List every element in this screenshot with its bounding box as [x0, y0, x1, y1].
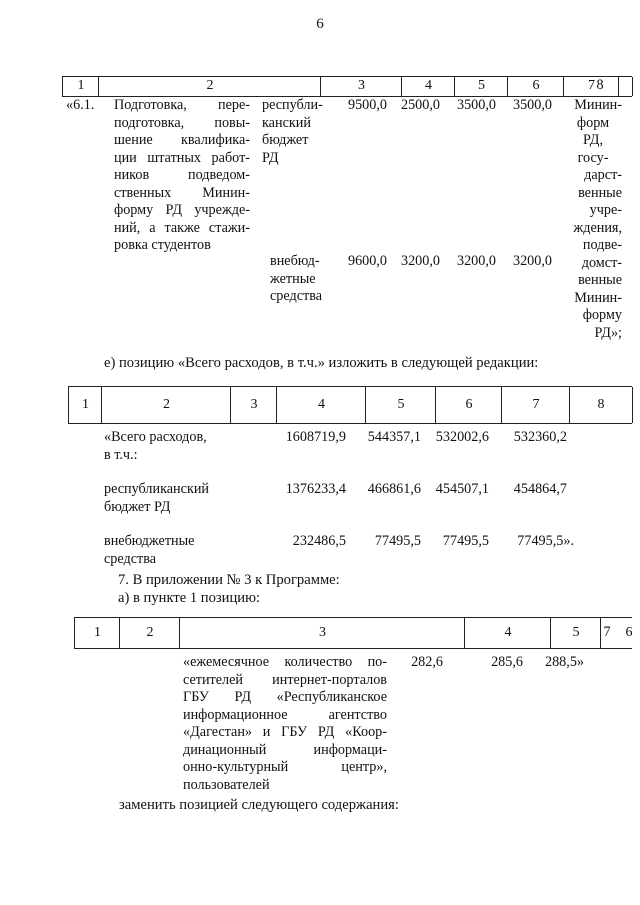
- table3-header-col-5: 5: [550, 618, 601, 648]
- table3-description-line: онно-культурный центр»,: [183, 759, 387, 775]
- table2-header-col-5: 5: [365, 387, 436, 423]
- table1-executor-line: Минин-: [574, 97, 622, 113]
- table1-header-col-6: 6: [507, 77, 564, 96]
- table1-source-line: РД: [262, 149, 279, 166]
- table1-description-line: ственных Минин-: [114, 184, 250, 201]
- table1-executor-line: учре-: [589, 202, 622, 218]
- table2-label-line: в т.ч.:: [104, 446, 138, 463]
- table2-header-col-2: 2: [101, 387, 231, 423]
- paragraph-a: а) в пункте 1 позицию:: [118, 590, 261, 606]
- table2-value-r1-c6: 532002,6: [435, 429, 489, 445]
- table3-header-col-2: 2: [119, 618, 180, 648]
- table2-value-r3-c6: 77495,5: [442, 533, 489, 549]
- table2-label-line: бюджет РД: [104, 498, 171, 515]
- table2-value-r2-c6: 454507,1: [435, 481, 489, 497]
- table1-value-r1-c6: 3500,0: [456, 97, 496, 113]
- table2-label-line: «Всего расходов,: [104, 429, 207, 445]
- table1-header-col-7: 7: [563, 77, 619, 96]
- table2-value-r3-c5: 77495,5: [374, 533, 421, 549]
- table1-description-line: подготовка, повы-: [114, 114, 250, 131]
- table1-executor-line: форм: [576, 114, 610, 131]
- table1-value-r1-c7: 3500,0: [512, 97, 552, 113]
- table1-source-line: бюджет: [262, 132, 309, 148]
- table1-row-number: «6.1.: [66, 97, 95, 113]
- table2-value-r1-c5: 544357,1: [367, 429, 421, 445]
- table3-description-line: ГБУ РД «Республиканское: [183, 689, 387, 705]
- table1-executor-line: венные: [578, 272, 622, 288]
- table1-value-r1-c5: 2500,0: [400, 97, 440, 113]
- table1-source-line: республи-: [262, 97, 323, 113]
- table3-description-line: информационное агентство: [183, 706, 387, 723]
- table1-source-line: жетные: [270, 270, 316, 287]
- table3-header-col-3: 3: [179, 618, 465, 648]
- table2-header-col-6: 6: [435, 387, 502, 423]
- table1-executor-line: подве-: [582, 237, 622, 253]
- table1-value-r2-c7: 3200,0: [512, 253, 552, 269]
- table1-header: [62, 76, 632, 97]
- table3-value-c4: 282,6: [411, 654, 443, 670]
- table3-description-line: «Дагестан» и ГБУ РД «Коор-: [183, 724, 387, 740]
- paragraph-e: е) позицию «Всего расходов, в т.ч.» изложить в следующей редакции:: [104, 355, 539, 371]
- table1-description-line: шение квалифика-: [114, 132, 250, 148]
- page-number: 6: [316, 16, 324, 32]
- table2-header-col-7: 7: [501, 387, 570, 423]
- table1-header-col-5: 5: [454, 77, 508, 96]
- table3-value-c6: 288,5»: [544, 654, 584, 670]
- table2-value-r1-c7: 532360,2: [513, 429, 567, 445]
- table1-description-line: ников подведом-: [114, 167, 250, 183]
- table1-source-line: канский: [262, 114, 311, 131]
- table1-description-line: форму РД учрежде-: [114, 202, 250, 218]
- table1-value-r2-c5: 3200,0: [400, 253, 440, 269]
- table3-header-col-4: 4: [464, 618, 551, 648]
- table1-description: [114, 97, 250, 255]
- table2-value-r1-c4: 1608719,9: [285, 429, 346, 445]
- table2-value-r2-c4: 1376233,4: [285, 481, 346, 497]
- table1-executor-line: домст-: [581, 254, 622, 271]
- table3-header-col-1: 1: [74, 618, 120, 648]
- table3-description: [183, 654, 387, 794]
- table1-description-line: ции штатных работ-: [114, 149, 250, 166]
- table2-header: [68, 386, 632, 424]
- table1-executor-line: госу-: [577, 149, 609, 166]
- table1-value-r2-c6: 3200,0: [456, 253, 496, 269]
- table1-description-line: ровка студентов: [114, 237, 211, 253]
- table2-header-col-4: 4: [276, 387, 366, 423]
- table3-description-line: пользователей: [183, 776, 270, 793]
- table1-source-line: средства: [270, 288, 323, 304]
- table3-header-col-6: 6: [600, 618, 640, 648]
- table1-executor-line: венные: [578, 184, 622, 201]
- table1-executor-line: форму: [582, 307, 622, 323]
- table3-description-line: сетителей интернет-порталов: [183, 671, 387, 688]
- table2-row-republic-label: [104, 481, 209, 516]
- table1-executor-line: дарст-: [584, 167, 622, 183]
- table1-header-col-1: 1: [62, 77, 99, 96]
- table1-description-line: ний, а также стажи-: [114, 219, 250, 236]
- table1-executor-line: ждения,: [573, 219, 622, 236]
- table1-source-republic: [262, 97, 323, 167]
- table1-description-line: Подготовка, пере-: [114, 97, 250, 113]
- table2-value-r2-c5: 466861,6: [367, 481, 421, 497]
- table1-executor-line: Минин-: [574, 289, 622, 306]
- table1-header-col-8: [618, 77, 633, 96]
- table2-header-col-3: 3: [230, 387, 277, 423]
- table2-value-r2-c7: 454864,7: [513, 481, 567, 497]
- table3-description-line: динационный информаци-: [183, 741, 387, 758]
- table2-header-col-8: 8: [569, 387, 633, 423]
- table2-label-line: республиканский: [104, 481, 210, 497]
- table3-header-col-7: 7: [603, 624, 611, 640]
- table3-value-c5: 285,6: [491, 654, 523, 670]
- table1-executor: [564, 97, 622, 342]
- table3-header: [74, 617, 632, 649]
- table1-value-r1-c4: 9500,0: [347, 97, 387, 113]
- table1-source-line: внебюд-: [270, 253, 320, 269]
- table1-header-col-2: 2: [98, 77, 321, 96]
- table2-value-r3-c7: 77495,5».: [517, 533, 574, 549]
- paragraph-replace: заменить позицией следующего содержания:: [119, 797, 399, 813]
- table2-row-extrabudget-label: [104, 533, 194, 568]
- table1-executor-line: РД»;: [594, 324, 622, 341]
- table2-row-total-label: [104, 429, 207, 464]
- table1-header-col-3: 3: [320, 77, 402, 96]
- table3-description-line: «ежемесячное количество по-: [183, 654, 387, 670]
- table1-source-extrabudget: [270, 253, 322, 306]
- table1-header-col-8-label: 8: [596, 77, 604, 93]
- table2-label-line: внебюджетные: [104, 533, 195, 549]
- paragraph-7: 7. В приложении № 3 к Программе:: [118, 572, 340, 588]
- table1-executor-line: РД,: [582, 132, 604, 148]
- table2-header-col-1: 1: [68, 387, 102, 423]
- table1-value-r2-c4: 9600,0: [347, 253, 387, 269]
- table2-label-line: средства: [104, 550, 157, 567]
- table2-value-r3-c4: 232486,5: [292, 533, 346, 549]
- table1-header-col-4: 4: [401, 77, 455, 96]
